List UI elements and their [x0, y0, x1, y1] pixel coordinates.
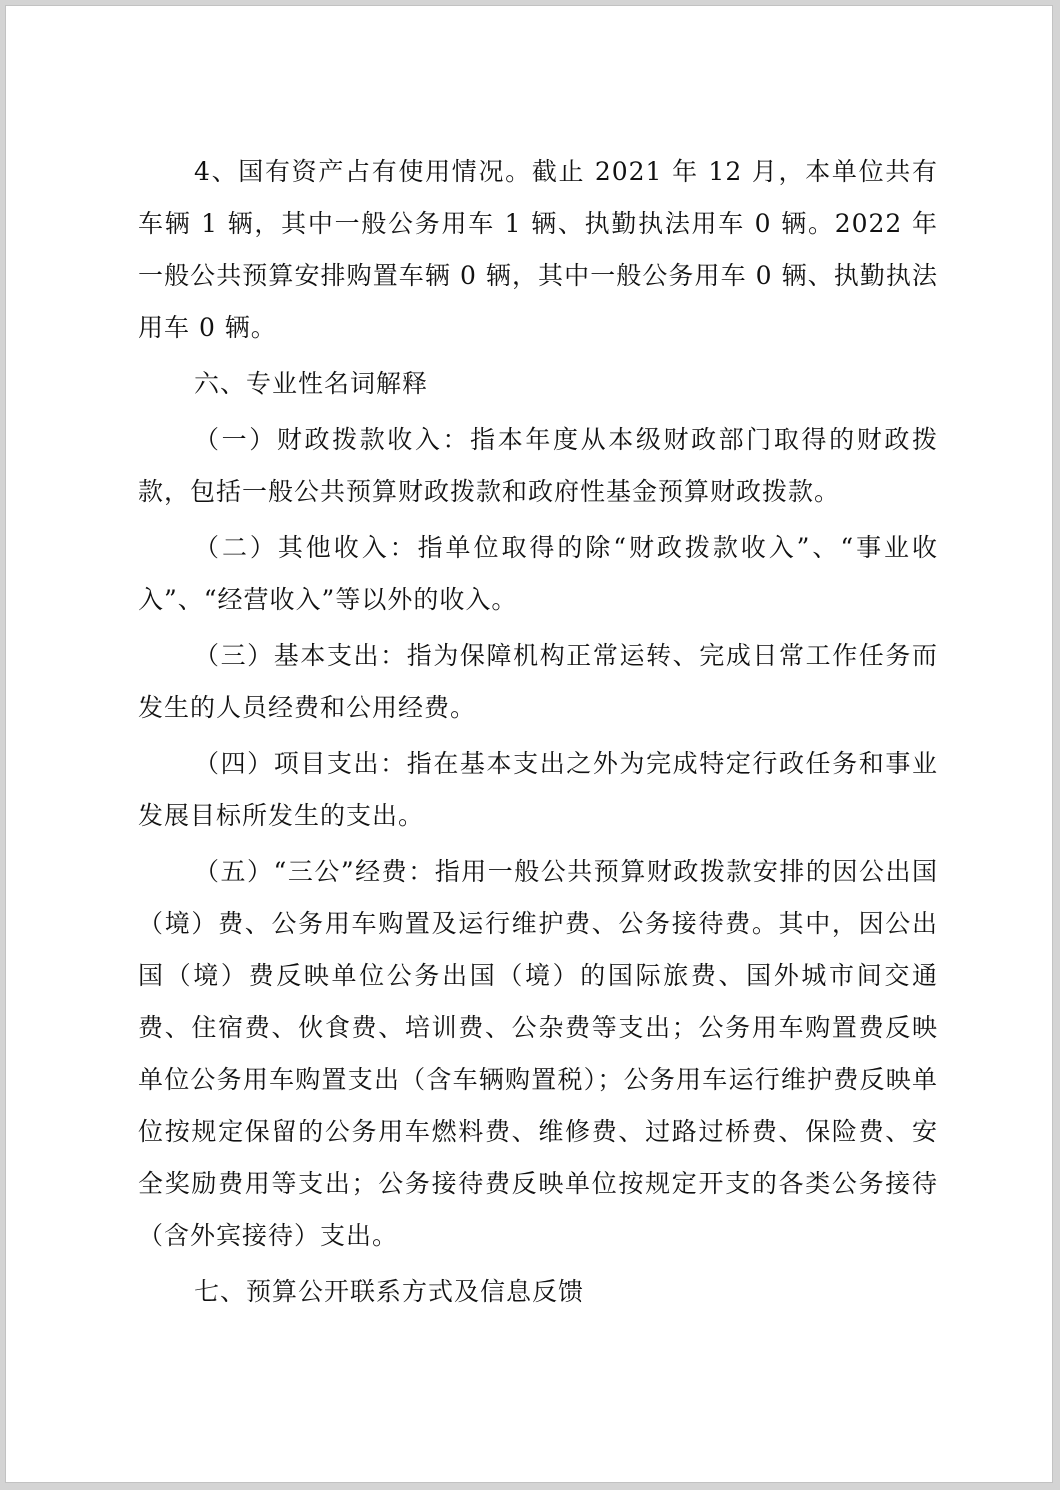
paragraph-state-assets: 4、国有资产占有使用情况。截止 2021 年 12 月，本单位共有车辆 1 辆，其中一般公务用车 1 辆、执勤执法用车 0 辆。2022 年一般公共预算安排购置车辆 0 辆，其中一般公务用车 0 辆、执勤执法用车 0 辆。: [138, 157, 938, 342]
paragraph-fiscal-appropriation: （一）财政拨款收入：指本年度从本级财政部门取得的财政拨款，包括一般公共预算财政拨款和政府性基金预算财政拨款。: [138, 425, 938, 506]
section-heading-glossary: 六、专业性名词解释: [194, 369, 429, 398]
document-page: [6, 6, 1052, 1482]
section-heading-contact: 七、预算公开联系方式及信息反馈: [194, 1277, 585, 1306]
paragraph-other-income: （二）其他收入：指单位取得的除“财政拨款收入”、“事业收入”、“经营收入”等以外的收入。: [138, 533, 938, 614]
paragraph-project-expenditure: （四）项目支出：指在基本支出之外为完成特定行政任务和事业发展目标所发生的支出。: [138, 749, 938, 830]
document-body: [138, 146, 938, 1318]
paragraph-three-public-expenses: （五）“三公”经费：指用一般公共预算财政拨款安排的因公出国（境）费、公务用车购置及运行维护费、公务接待费。其中，因公出国（境）费反映单位公务出国（境）的国际旅费、国外城市间交通费、住宿费、伙食费、培训费、公杂费等支出；公务用车购置费反映单位公务用车购置支出（含车辆购置税）；公务用车运行维护费反映单位按规定保留的公务用车燃料费、维修费、过路过桥费、保险费、安全奖励费用等支出；公务接待费反映单位按规定开支的各类公务接待（含外宾接待）支出。: [138, 857, 938, 1250]
paragraph-basic-expenditure: （三）基本支出：指为保障机构正常运转、完成日常工作任务而发生的人员经费和公用经费。: [138, 641, 938, 722]
